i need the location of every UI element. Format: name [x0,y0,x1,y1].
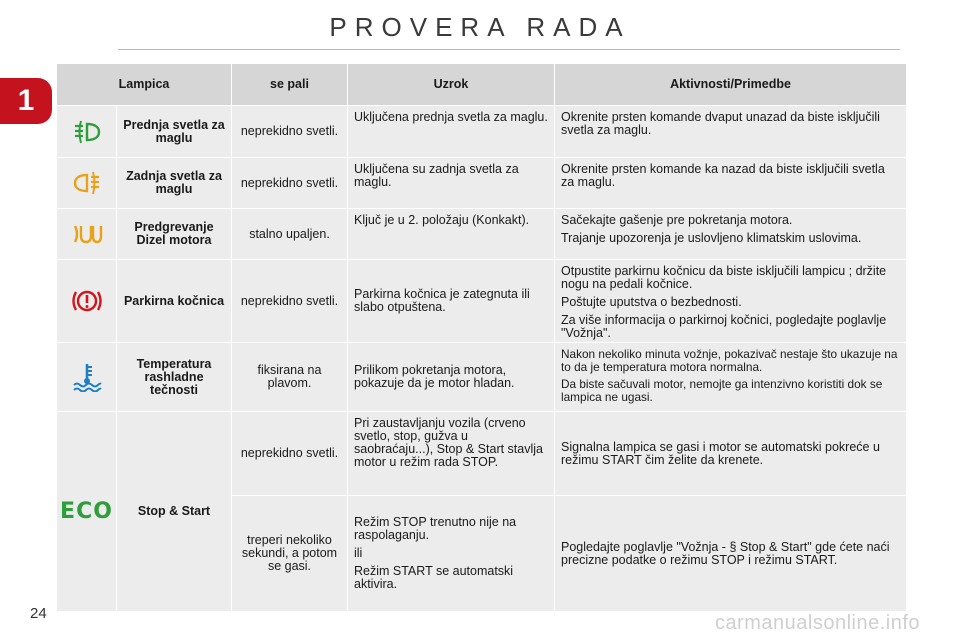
lamp-notes [555,496,906,611]
note-text: Da biste sačuvali motor, nemojte ga intenzivno koristiti dok se lampica ne ugasi. [561,377,883,404]
note-text: Poštujte uputstva o bezbednosti. [561,295,742,309]
lamp-name: Stop & Start [117,412,231,611]
note-text: Pogledajte poglavlje "Vožnja - § Stop & Start" gde ćete naći precizne podatke o režimu STOP i režimu START. [561,539,890,567]
chapter-tab[interactable]: 1 [0,78,52,124]
coolant-temperature-icon [57,343,116,411]
page-number: 24 [30,605,47,622]
cause-text: Pri zaustavljanju vozila (crveno svetlo, stop, gužva u saobraćaju...), Stop & Start stavlja motor u režim rada STOP. [354,416,543,469]
eco-icon-label: ECO [60,499,113,524]
lamp-name: Parkirna kočnica [117,260,231,342]
lamp-notes [555,209,906,259]
note-text: Otpustite parkirnu kočnicu da biste isključili lampicu ; držite nogu na pedali kočnice. [561,264,887,291]
lamp-cause: Uključena su zadnja svetla za maglu. [348,158,554,208]
title-divider [118,49,900,50]
lamp-name: Predgrevanje Dizel motora [117,209,231,259]
column-header-uzrok: Uzrok [348,64,554,105]
lamp-cause [348,412,554,495]
watermark: carmanualsonline.info [714,612,920,634]
note-text: Signalna lampica se gasi i motor se automatski pokreće u režimu START čim želite da krenete. [561,439,880,467]
warning-lamp-table [57,64,902,604]
note-text: Okrenite prsten komande ka nazad da biste isključili svetla za maglu. [561,162,885,189]
lamp-state: neprekidno svetli. [232,158,347,208]
eco-icon [57,412,116,611]
lamp-notes [555,106,906,157]
note-text: Za više informacija o parkirnoj kočnici, pogledajte poglavlje "Vožnja". [561,313,887,340]
lamp-notes [555,260,906,342]
lamp-state: fiksirana na plavom. [232,343,347,411]
lamp-state: neprekidno svetli. [232,260,347,342]
lamp-state: neprekidno svetli. [232,412,347,495]
rear-fog-lamp-icon [57,158,116,208]
cause-text: Režim START se automatski aktivira. [354,564,514,591]
glow-plug-icon [57,209,116,259]
column-header-se-pali: se pali [232,64,347,105]
lamp-cause: Uključena prednja svetla za maglu. [348,106,554,157]
note-text: Okrenite prsten komande dvaput unazad da biste isključili svetla za maglu. [561,110,880,137]
lamp-cause: Ključ je u 2. položaju (Konkakt). [348,209,554,259]
lamp-name: Prednja svetla za maglu [117,106,231,157]
lamp-name: Zadnja svetla za maglu [117,158,231,208]
lamp-cause: Prilikom pokretanja motora, pokazuje da je motor hladan. [348,343,554,411]
column-header-aktivnosti: Aktivnosti/Primedbe [555,64,906,105]
column-header-lampica: Lampica [57,64,231,105]
lamp-notes [555,343,906,411]
page-title: PROVERA RADA [329,12,631,42]
lamp-state: neprekidno svetli. [232,106,347,157]
lamp-cause [348,496,554,611]
cause-text: Režim STOP trenutno nije na raspolaganju. [354,515,517,542]
cause-text: ili [354,546,363,560]
lamp-cause: Parkirna kočnica je zategnuta ili slabo otpuštena. [348,260,554,342]
note-text: Trajanje upozorenja je uslovljeno klimatskim uslovima. [561,231,862,245]
lamp-notes [555,158,906,208]
lamp-state: treperi nekoliko sekundi, a potom se gasi. [232,496,347,611]
parking-brake-icon [57,260,116,342]
lamp-state: stalno upaljen. [232,209,347,259]
note-text: Nakon nekoliko minuta vožnje, pokazivač nestaje što ukazuje na to da je temperatura motora normalna. [561,347,898,374]
lamp-name: Temperatura rashladne tečnosti [117,343,231,411]
note-text: Sačekajte gašenje pre pokretanja motora. [561,213,793,227]
front-fog-lamp-icon [57,106,116,157]
lamp-notes [555,412,906,495]
